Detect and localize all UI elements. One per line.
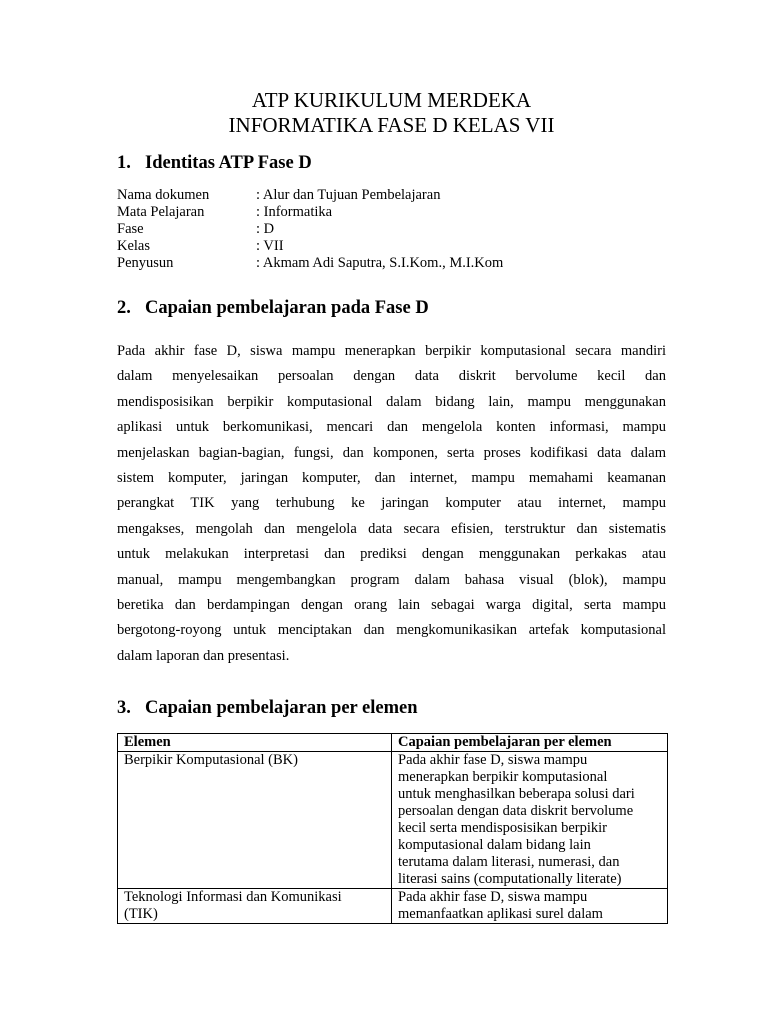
paragraph-line: dalam laporan dan presentasi. (117, 647, 290, 664)
section-1-heading (117, 153, 666, 174)
paragraph-line: Pada akhir fase D, siswa mampu menerapkan berpikir komputasional secara mandiri (117, 343, 666, 359)
cell-line: Pada akhir fase D, siswa mampu (398, 752, 588, 769)
section-2-heading (117, 298, 666, 319)
identity-value: : Alur dan Tujuan Pembelajaran (256, 187, 441, 203)
paragraph-line: menjelaskan bagian-bagian, fungsi, dan komponen, serta proses kodifikasi data dalam (117, 444, 666, 461)
table-header-capaian: Capaian pembelajaran per elemen (392, 734, 668, 752)
section-2-number: 2. (117, 298, 131, 318)
cell-line: Teknologi Informasi dan Komunikasi (124, 889, 342, 906)
cell-line: terutama dalam literasi, numerasi, dan (398, 854, 620, 871)
cell-line: persoalan dengan data diskrit bervolume (398, 803, 634, 820)
paragraph-line: manual, mampu mengembangkan program dalam bahasa visual (blok), mampu (117, 571, 666, 588)
document-title (117, 88, 666, 138)
table-cell-elemen (118, 752, 392, 889)
section-2-title: Capaian pembelajaran pada Fase D (145, 298, 429, 318)
paragraph-line: mendisposisikan berpikir komputasional dalam bidang lain, mampu menggunakan (117, 393, 666, 410)
elemen-table (117, 733, 668, 924)
cell-line: kecil serta mendisposisikan berpikir (398, 820, 607, 837)
identity-row-kelas (117, 238, 666, 255)
identity-label: Nama dokumen (117, 187, 210, 203)
identity-label: Fase (117, 221, 144, 237)
identity-label: Penyusun (117, 255, 174, 271)
identity-value: : Informatika (256, 204, 333, 220)
paragraph-line: aplikasi untuk berkomunikasi, mencari dan mengelola konten informasi, mampu (117, 419, 666, 436)
identity-row-penyusun (117, 255, 666, 272)
section-3-heading (117, 698, 666, 719)
paragraph-line: sistem komputer, jaringan komputer, dan internet, mampu memahami keamanan (117, 470, 666, 487)
table-row (118, 752, 668, 889)
table-cell-elemen (118, 889, 392, 924)
table-row (118, 889, 668, 924)
title-line-2: INFORMATIKA FASE D KELAS VII (228, 113, 555, 137)
cell-line: menerapkan berpikir komputasional (398, 769, 608, 786)
identity-row-mata-pelajaran (117, 204, 666, 221)
identity-value: : D (256, 221, 275, 237)
identity-row-nama-dokumen (117, 187, 666, 204)
identity-row-fase (117, 221, 666, 238)
cell-line: Berpikir Komputasional (BK) (124, 752, 298, 769)
paragraph-line: perangkat TIK yang terhubung ke jaringan komputer atau internet, mampu (117, 495, 666, 512)
section-3-number: 3. (117, 698, 131, 719)
table-cell-capaian (392, 889, 668, 924)
identity-label: Kelas (117, 238, 151, 254)
cell-line: untuk menghasilkan beberapa solusi dari (398, 786, 635, 803)
cell-line: (TIK) (124, 906, 158, 923)
paragraph-line: bergotong-royong untuk menciptakan dan mengkomunikasikan artefak komputasional (117, 622, 666, 639)
table-header-elemen: Elemen (118, 734, 392, 752)
paragraph-line: beretika dan berdampingan dengan orang lain sebagai warga digital, serta mampu (117, 597, 666, 614)
table-header-row (118, 734, 668, 752)
identity-label: Mata Pelajaran (117, 204, 205, 220)
section-1-number: 1. (117, 153, 131, 173)
paragraph-line: mengakses, mengolah dan mengelola data secara efisien, terstruktur dan sistematis (117, 520, 666, 537)
cell-line: memanfaatkan aplikasi surel dalam (398, 906, 603, 923)
table-cell-capaian (392, 752, 668, 889)
identity-value: : Akmam Adi Saputra, S.I.Kom., M.I.Kom (256, 255, 504, 271)
document-page (0, 88, 768, 1024)
identity-list (117, 187, 666, 272)
title-line-1: ATP KURIKULUM MERDEKA (251, 88, 532, 112)
cell-line: Pada akhir fase D, siswa mampu (398, 889, 588, 906)
cell-line: komputasional dalam bidang lain (398, 837, 591, 854)
section-1-title: Identitas ATP Fase D (145, 153, 312, 173)
paragraph-line: untuk melakukan interpretasi dan prediksi dengan menggunakan perkakas atau (117, 546, 666, 563)
capaian-paragraph (117, 339, 666, 669)
section-3-title: Capaian pembelajaran per elemen (145, 698, 418, 719)
cell-line: literasi sains (computationally literate) (398, 871, 622, 888)
identity-value: : VII (256, 238, 284, 254)
paragraph-line: dalam menyelesaikan persoalan dengan data diskrit bervolume kecil dan (117, 368, 666, 385)
